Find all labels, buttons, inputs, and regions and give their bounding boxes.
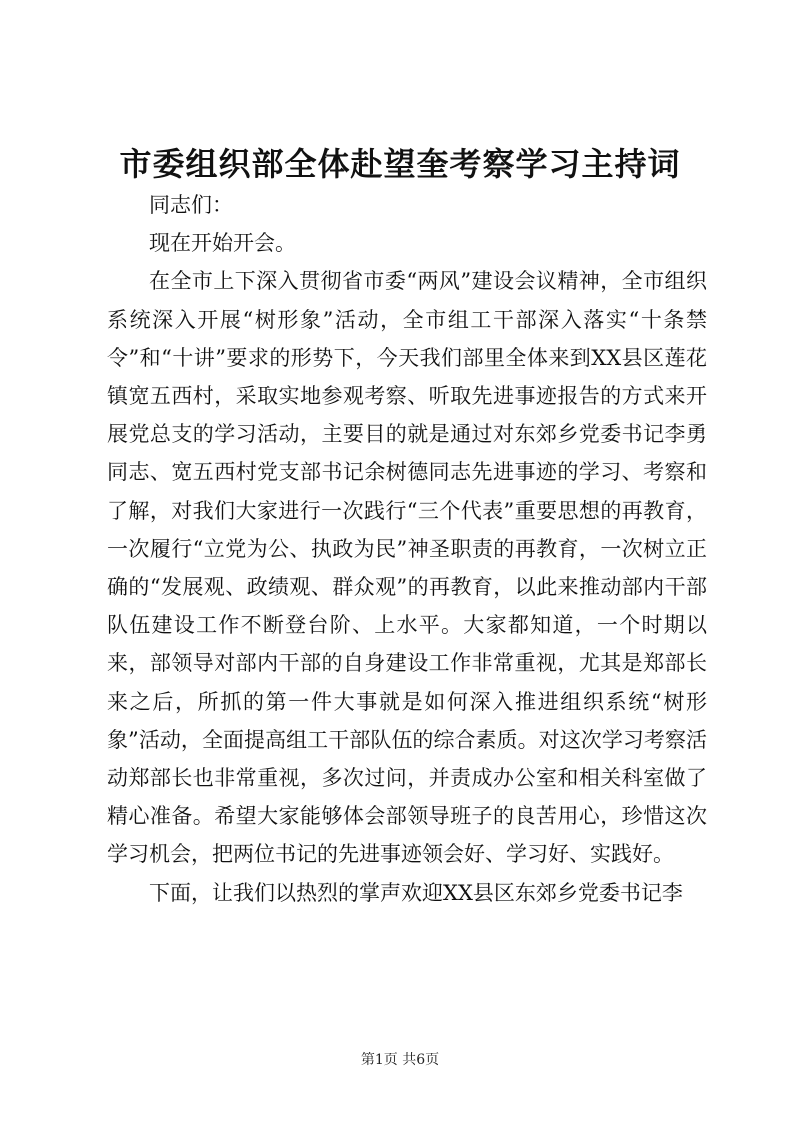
document-body bbox=[107, 186, 707, 912]
paragraph-introduction: 下面，让我们以热烈的掌声欢迎XX县区东郊乡党委书记李 bbox=[149, 880, 683, 905]
document-title: 市委组织部全体赴望奎考察学习主持词 bbox=[119, 145, 681, 183]
paragraph-main: 在全市上下深入贯彻省市委“两风”建设会议精神，全市组织系统深入开展“树形象”活动，全市组工干部深入落实“十条禁令”和“十讲”要求的形势下，今天我们部里全体来到XX县区莲花镇宽五西村，采取实地参观考察、听取先进事迹报告的方式来开展党总支的学习活动，主要目的就是通过对东郊乡党委书记李勇同志、宽五西村党支部书记余树德同志先进事迹的学习、考察和了解，对我们大家进行一次践行“三个代表”重要思想的再教育，一次履行“立党为公、执政为民”神圣职责的再教育，一次树立正确的“发展观、政绩观、群众观”的再教育，以此来推动部内干部队伍建设工作不断登台阶、上水平。大家都知道，一个时期以来，部领导对部内干部的自身建设工作非常重视，尤其是郑部长来之后，所抓的第一件大事就是如何深入推进组织系统“树形象”活动，全面提高组工干部队伍的综合素质。对这次学习考察活动郑部长也非常重视，多次过问，并责成办公室和相关科室做了精心准备。希望大家能够体会部领导班子的良苦用心，珍惜这次学习机会，把两位书记的先进事迹领会好、学习好、实践好。 bbox=[107, 269, 707, 867]
paragraph-opening: 现在开始开会。 bbox=[149, 231, 296, 256]
paragraph-greeting: 同志们： bbox=[149, 193, 233, 217]
page-footer: 第1页 共6页 bbox=[360, 1052, 440, 1068]
